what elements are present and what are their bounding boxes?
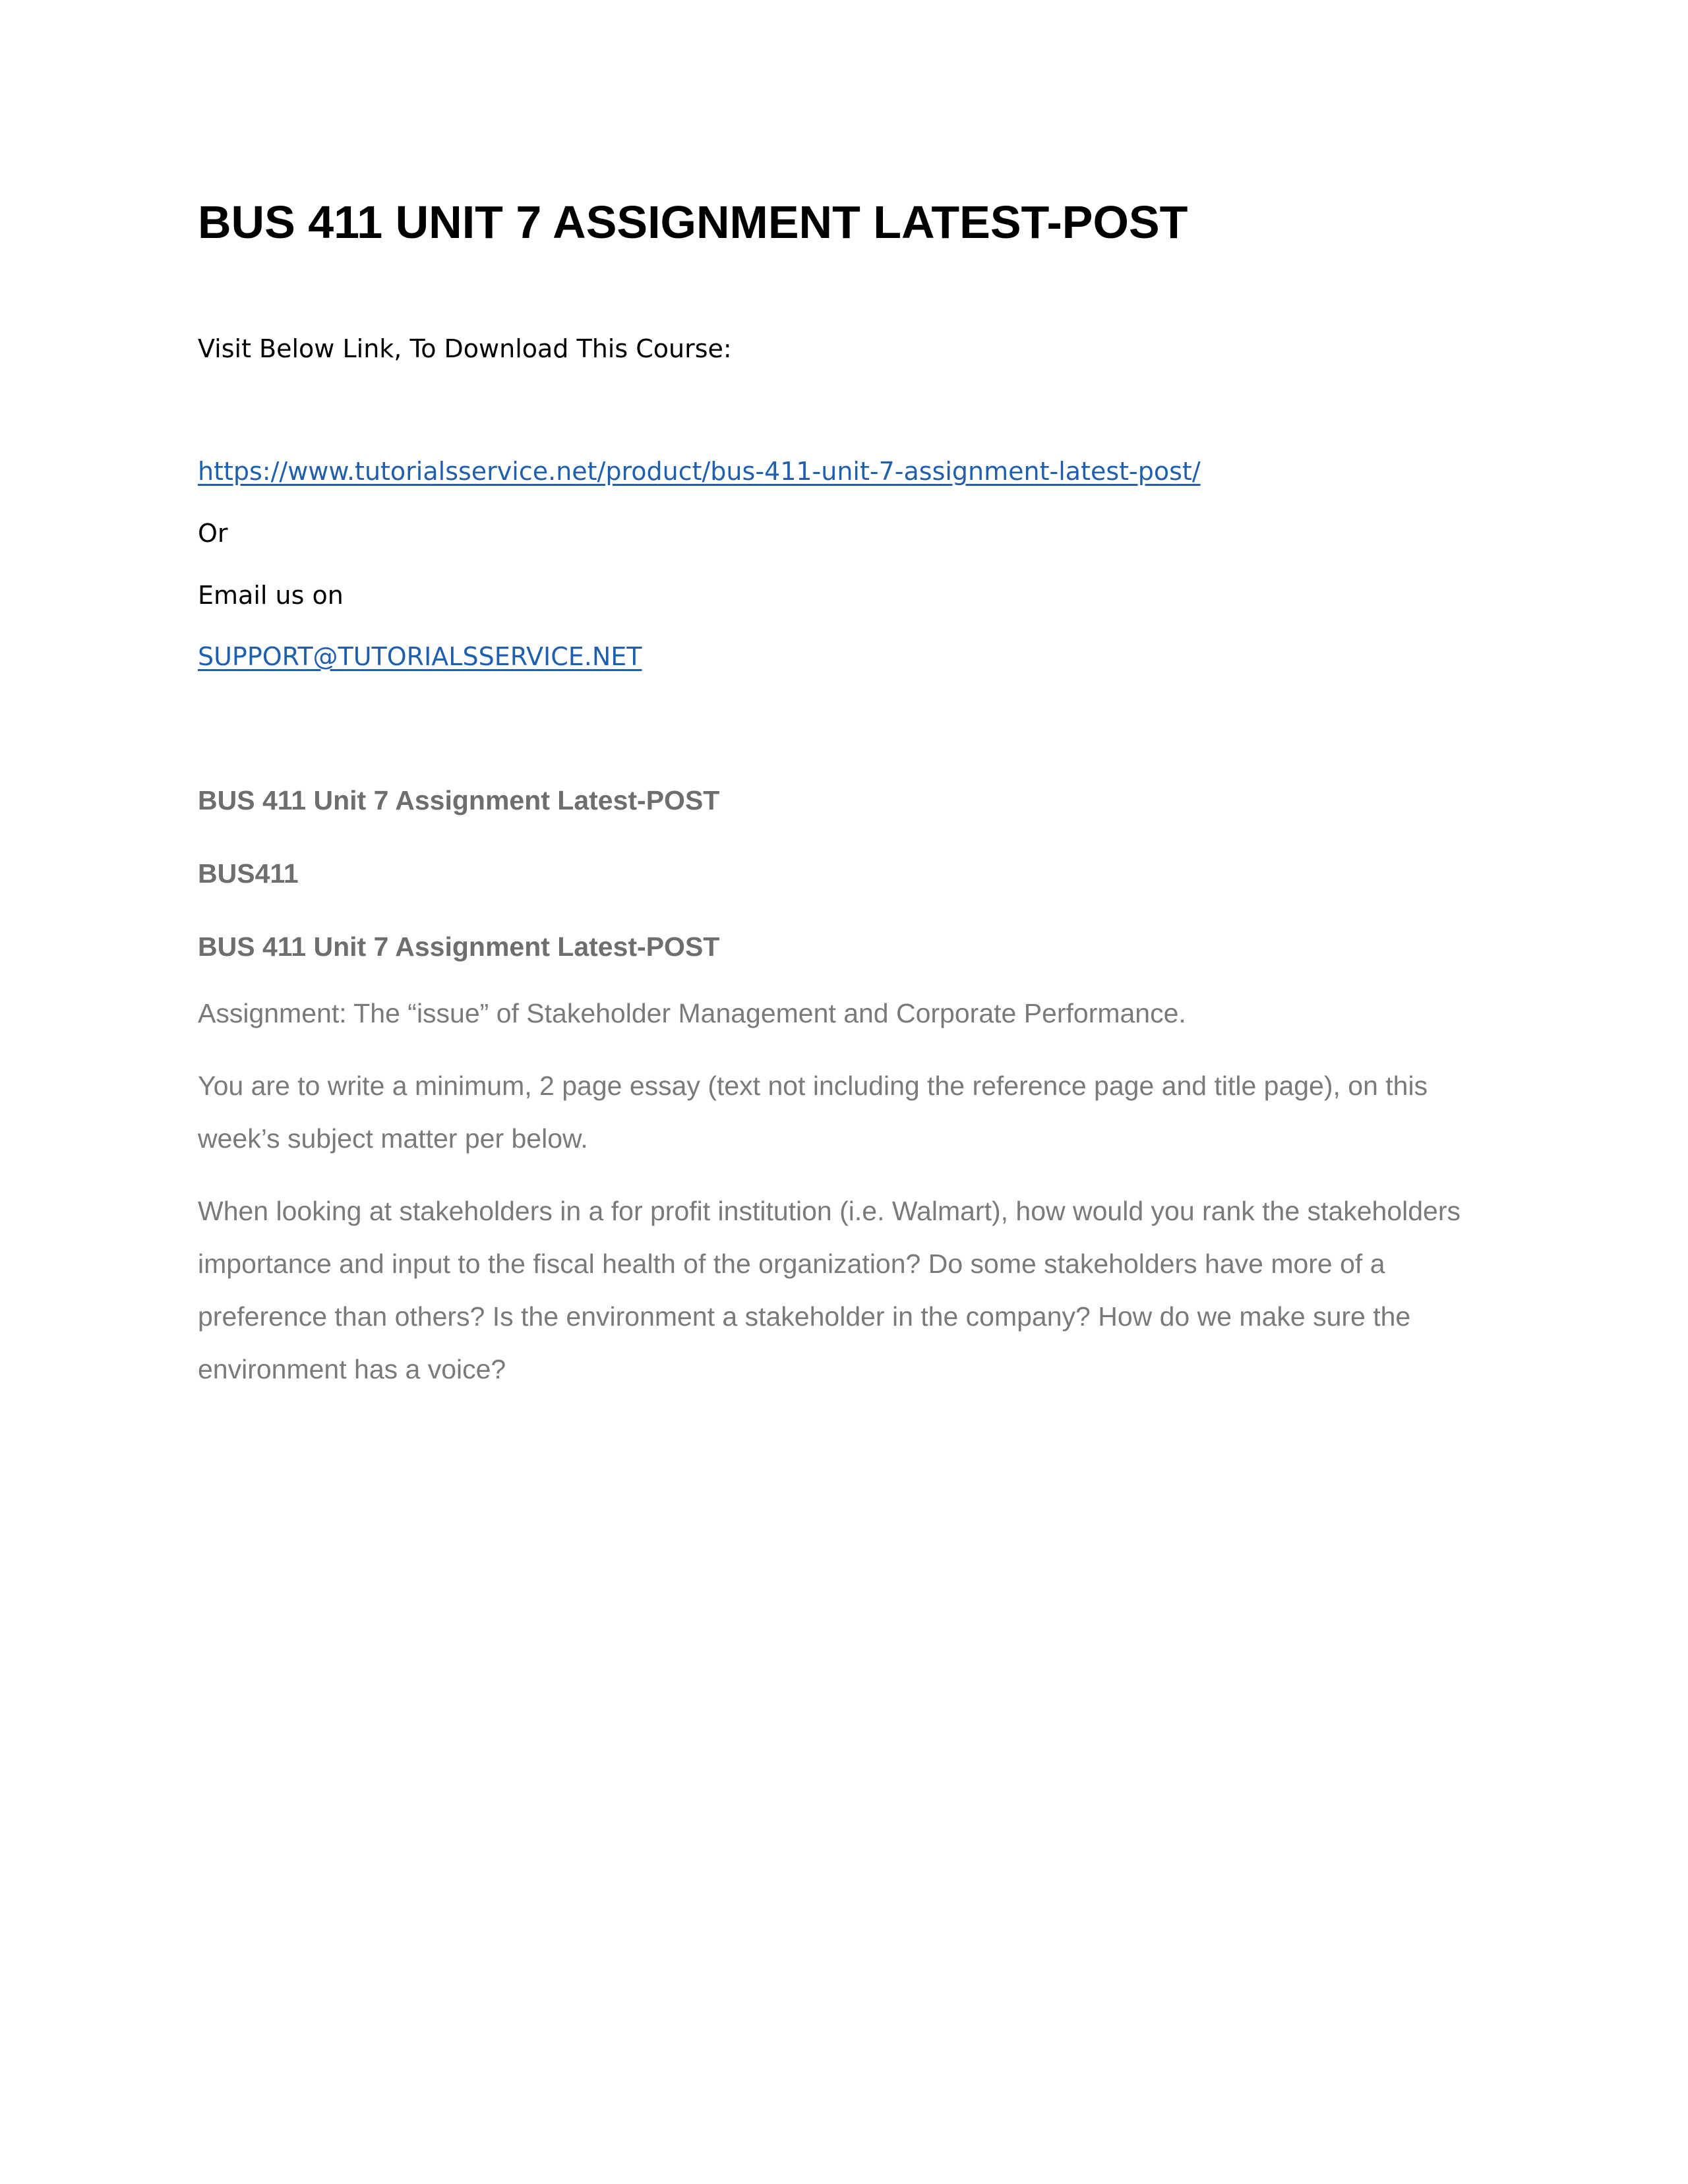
or-text: Or [198, 519, 228, 548]
email-prompt: Email us on [198, 581, 344, 610]
support-email-link[interactable]: SUPPORT@TUTORIALSSERVICE.NET [198, 642, 642, 671]
subheading-course-title-repeat: BUS 411 Unit 7 Assignment Latest-POST [198, 931, 720, 962]
subheading-course-title: BUS 411 Unit 7 Assignment Latest-POST [198, 785, 720, 815]
assignment-content [198, 782, 1503, 1396]
assignment-line: Assignment: The “issue” of Stakeholder Management and Corporate Performance. [198, 998, 1186, 1028]
essay-instructions: You are to write a minimum, 2 page essay (text not including the reference page and title page), on this week’s subject matter per below. [198, 1071, 1428, 1154]
email-line [198, 640, 642, 673]
course-download-link[interactable]: https://www.tutorialsservice.net/product/bus-411-unit-7-assignment-latest-post/ [198, 457, 1201, 486]
course-code: BUS411 [198, 858, 299, 889]
download-intro: Visit Below Link, To Download This Course: [198, 334, 732, 363]
stakeholder-questions: When looking at stakeholders in a for profit institution (i.e. Walmart), how would you rank the stakeholders importance and input to the fiscal health of the organization? Do some stakeholders have more of a preference than others? Is the environment a stakeholder in the company? How do we make sure the environment has a voice? [198, 1196, 1461, 1384]
course-link-line [198, 455, 1201, 488]
document-title: BUS 411 UNIT 7 ASSIGNMENT LATEST-POST [198, 196, 1188, 248]
